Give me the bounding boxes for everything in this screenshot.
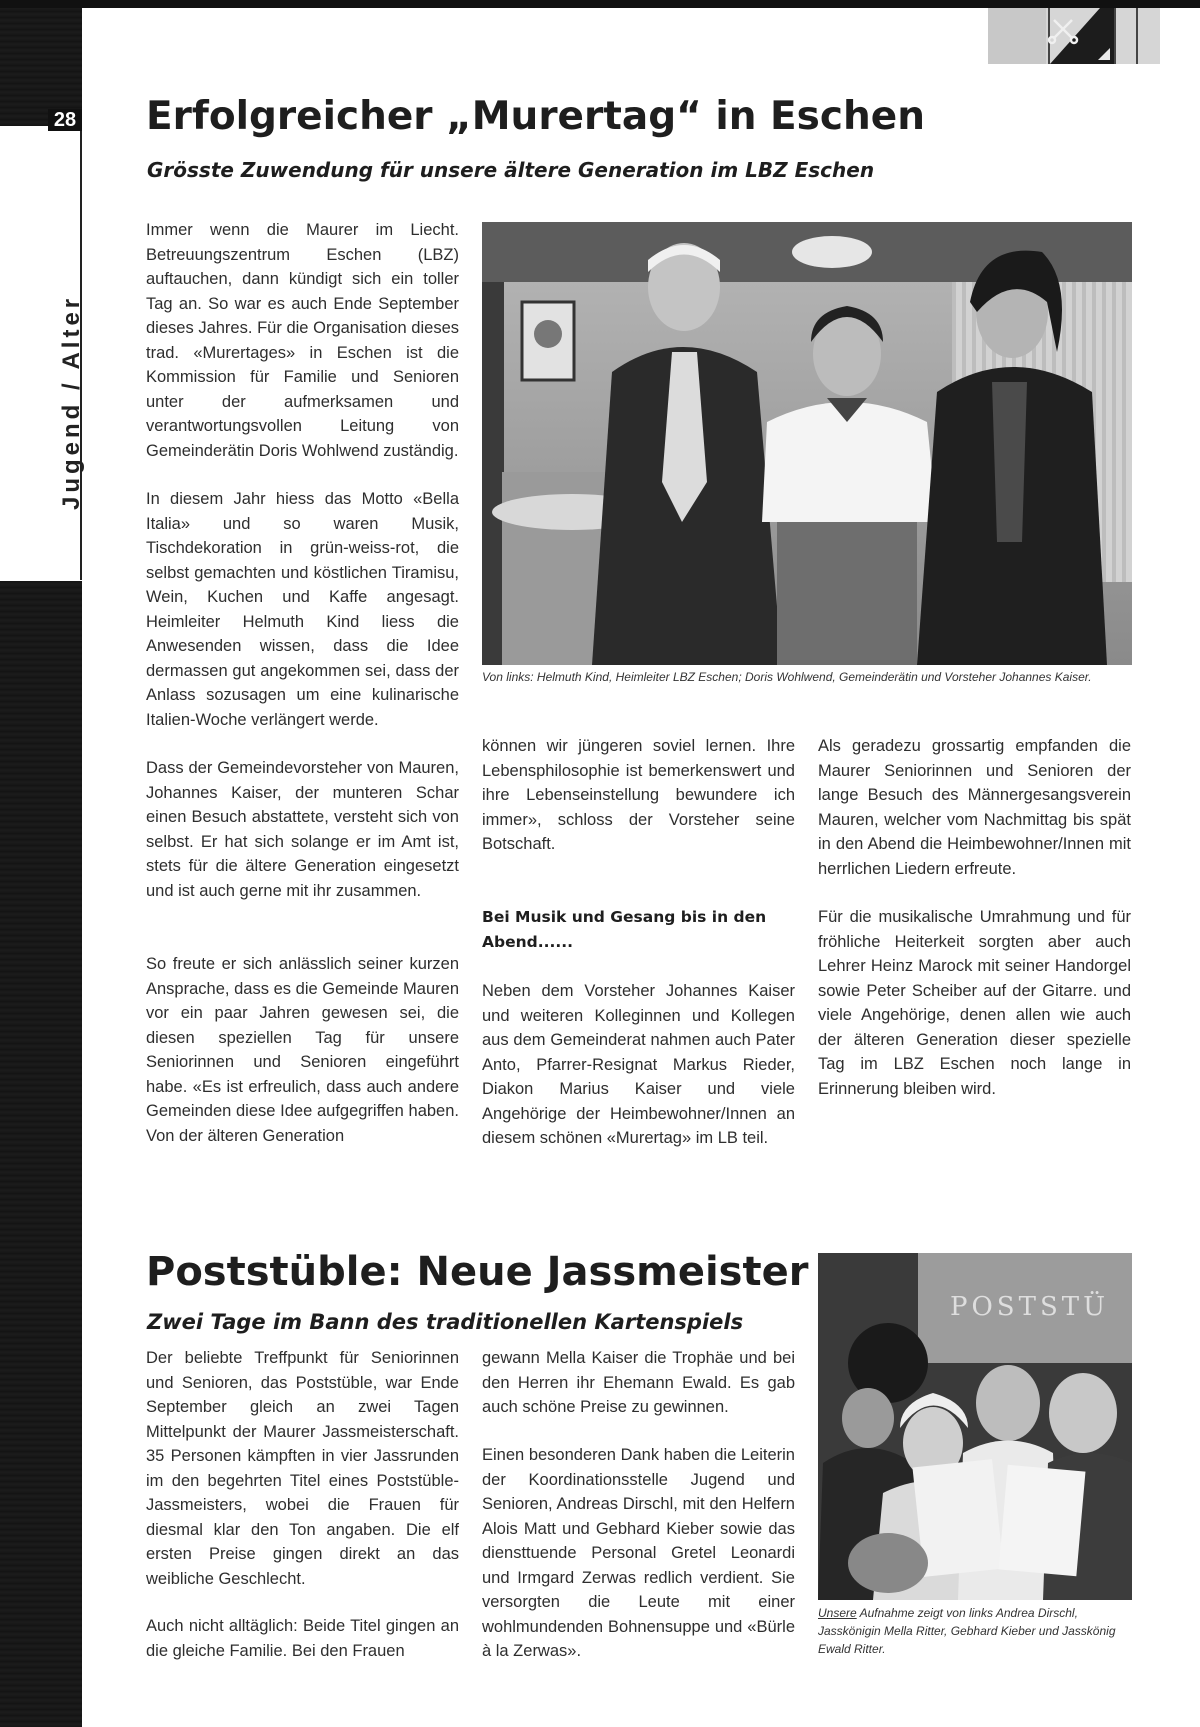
photo-2-caption-lead: Unsere xyxy=(818,1606,857,1620)
article-2-paragraph: Auch nicht alltäglich: Beide Titel gingen an die gleiche Familie. Bei den Frauen xyxy=(146,1617,459,1660)
article-2-subtitle: Zwei Tage im Bann des traditionellen Kartenspiels xyxy=(147,1310,744,1334)
article-2-paragraph: gewann Mella Kaiser die Trophäe und bei den Herren ihr Ehemann Ewald. Es gab auch schöne Preise zu gewinnen. xyxy=(482,1349,795,1416)
article-1-paragraph: In diesem Jahr hiess das Motto «Bella Italia» und so waren Musik, Tischdekoration in grün-weiss-rot, die selbst gemachten und köstlichen Tiramisu, Wein, Kuchen und Kaffe angesagt. Heimleiter Helmuth Kind liess die Anwesenden wissen, dass die Idee dermassen gut angekommen sei, dass der Anlass sozusagen um eine kulinarische Italien-Woche verlängert werde. xyxy=(146,490,459,729)
photo-2-caption-text: Aufnahme zeigt von links Andrea Dirschl, Jasskönigin Mella Ritter, Gebhard Kieber und Jasskönig Ewald Ritter. xyxy=(818,1606,1116,1656)
article-1-paragraph: Neben dem Vorsteher Johannes Kaiser und weiteren Kolleginnen und Kollegen aus dem Gemeinderat nahmen auch Pater Anto, Pfarrer-Resignat Markus Rieder, Diakon Marius Kaiser und viele Angehörige der Heimbewohner/Innen an diesem schönen «Murertag» im LB teil. xyxy=(482,982,795,1147)
section-label: Jugend / Alter xyxy=(58,294,85,510)
article-1-paragraph: Immer wenn die Maurer im Liecht. Betreuungszentrum Eschen (LBZ) auftauchen, dann kündigt sich ein toller Tag an. So war es auch Ende September dieses Jahres. Für die Organisation dieses trad. «Murertages» in Eschen ist die Kommission für Familie und Senioren unter der aufmerksamen und verantwortungsvollen Leitung von Gemeinderätin Doris Wohlwend zuständig. xyxy=(146,221,459,460)
article-2-paragraph: Einen besonderen Dank haben die Leiterin der Koordinationsstelle Jugend und Senioren, Andreas Dirschl, mit den Helfern Alois Matt und Gebhard Kieber sowie das diensttuende Personal Gretel Leonardi und Irmgard Zerwas redlich verdient. Sie versorgten die Leute mit einer wohlmundenden Bohnensuppe und «Bürle à la Zerwas». xyxy=(482,1446,795,1660)
article-1-subtitle: Grösste Zuwendung für unsere ältere Generation im LBZ Eschen xyxy=(147,158,875,182)
page-number: 28 xyxy=(48,109,82,131)
top-border xyxy=(0,0,1200,8)
article-1-paragraph: So freute er sich anlässlich seiner kurzen Ansprache, dass es die Gemeinde Mauren vor ein paar Jahren gewesen sei, die diesen speziellen Tag für unsere Seniorinnen und Senioren eingeführt habe. «Es ist erfreulich, dass auch andere Gemeinden diese Idee aufgegriffen haben. Von der älteren Generation xyxy=(146,955,459,1145)
photo-2-caption xyxy=(818,1604,1134,1658)
article-1-subheading: Bei Musik und Gesang bis in den Abend...... xyxy=(482,908,767,951)
photo-jassmeister xyxy=(818,1253,1132,1600)
article-2-title: Poststüble: Neue Jassmeister xyxy=(146,1249,809,1295)
article-1-paragraph: Als geradezu grossartig empfanden die Maurer Seniorinnen und Senioren der lange Besuch des Männergesangsverein Mauren, welcher vom Nachmittag bis spät in den Abend die Heimbewohner/Innen mit herrlichen Liedern erfreute. xyxy=(818,737,1131,878)
article-1-paragraph: können wir jüngeren soviel lernen. Ihre Lebensphilosophie ist bemerkenswert und ihre Lebenseinstellung bewundere ich immer», schloss der Vorsteher seine Botschaft. xyxy=(482,737,795,853)
magazine-logo xyxy=(988,8,1160,64)
poststueble-sign: POSTSTÜ xyxy=(950,1292,1110,1322)
article-2-paragraph: Der beliebte Treffpunkt für Seniorinnen und Senioren, das Poststüble, war Ende September gleich an zwei Tagen Mittelpunkt der Maurer Jassmeisterschaft. 35 Personen kämpften in vier Jassrunden im den begehrten Titel eines Poststüble-Jassmeisters, wobei die Frauen für diesmal klar den Ton angaben. Die elf ersten Preise gingen direkt an das weibliche Geschlecht. xyxy=(146,1349,459,1588)
photo-1-caption: Von links: Helmuth Kind, Heimleiter LBZ Eschen; Doris Wohlwend, Gemeinderätin und Vorsteher Johannes Kaiser. xyxy=(482,670,1092,684)
article-1-paragraph: Für die musikalische Umrahmung und für fröhliche Heiterkeit sorgten aber auch Lehrer Heinz Marock mit seiner Handorgel sowie Peter Scheiber auf der Gitarre. und viele Angehörige, denen allen wie auch der älteren Generation dieser spezielle Tag im LBZ Eschen noch lange in Erinnerung bleiben wird. xyxy=(818,908,1131,1098)
article-1-title: Erfolgreicher „Murertag“ in Eschen xyxy=(146,94,925,139)
group-photo-lbz-eschen xyxy=(482,222,1132,665)
article-1-paragraph: Dass der Gemeindevorsteher von Mauren, Johannes Kaiser, der munteren Schar einen Besuch abstattete, versteht sich von selbst. Er hat sich solange er im Amt ist, stets für die ältere Generation eingesetzt und ist auch gerne mit ihr zusammen. xyxy=(146,759,459,900)
